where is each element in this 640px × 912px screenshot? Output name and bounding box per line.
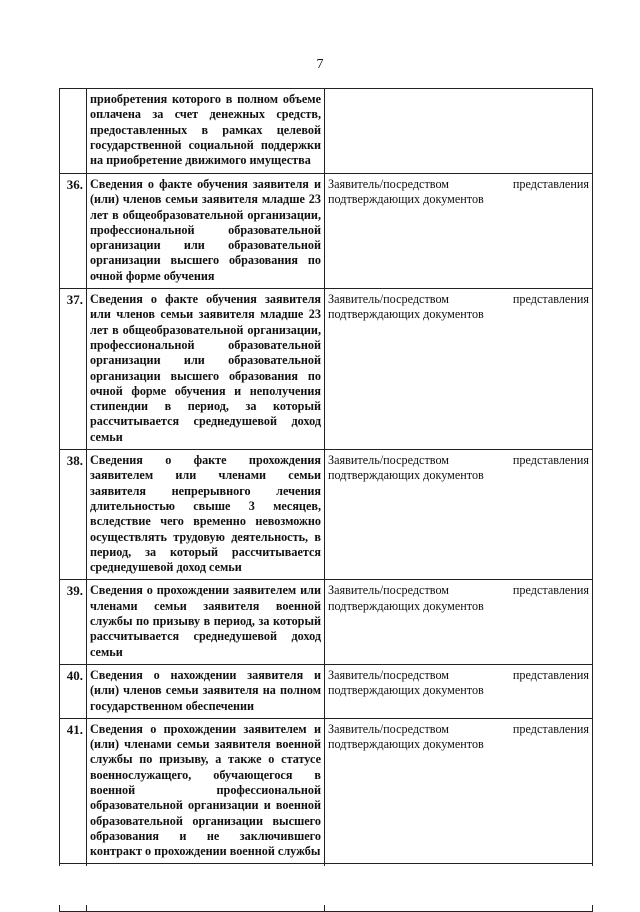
table-row xyxy=(60,289,593,450)
row-source-text: Заявитель/посредством представления подтверждающих документов xyxy=(328,453,589,483)
row-source xyxy=(325,174,593,289)
page-number: 7 xyxy=(316,57,324,72)
row-description: Сведения о нахождении заявителя и (или) членов семьи заявителя на полном государственном обеспечении xyxy=(87,664,325,718)
row-description: Сведения о прохождении заявителем и (или) членами семьи заявителя военной службы по призыву, а также о статусе военнослужащего, обучающегося в военной профессиональной образовательной организации и военной образовательной организации высшего образования и не заключившего контракт о прохождении военной службы xyxy=(87,718,325,864)
row-source-text: Заявитель/посредством представления подтверждающих документов xyxy=(328,667,589,698)
table-row xyxy=(60,450,593,580)
row-source xyxy=(325,289,593,450)
row-description: Сведения о факте обучения заявителя или членов семьи заявителя младше 23 лет в общеобразовательной организации, профессиональной образовательной организации или образовательной организации высшего образования по очной форме обучения и неполучения стипендии в период, за который рассчитывается среднедушевой доход семьи xyxy=(87,289,325,450)
row-source-text: Заявитель/посредством представления подтверждающих документов xyxy=(328,292,589,322)
table-row xyxy=(60,664,593,718)
row-description: приобретения которого в полном объеме оплачена за счет денежных средств, предоставленных в рамках целевой государственной социальной поддержки на приобретение движимого имущества xyxy=(87,89,325,174)
row-source xyxy=(325,580,593,664)
row-number: 40. xyxy=(60,664,87,718)
row-number: 41. xyxy=(60,718,87,864)
row-source-text: Заявитель/посредством представления подтверждающих документов xyxy=(328,721,589,752)
documents-table xyxy=(59,88,593,912)
table-row xyxy=(60,174,593,289)
row-number: 39. xyxy=(60,580,87,664)
row-source xyxy=(325,664,593,718)
row-source-text: Заявитель/посредством представления подтверждающих документов xyxy=(328,583,589,613)
page-bottom-margin xyxy=(0,866,640,905)
row-source xyxy=(325,718,593,864)
row-source xyxy=(325,89,593,174)
row-number: 38. xyxy=(60,450,87,580)
row-source xyxy=(325,450,593,580)
row-number: 36. xyxy=(60,174,87,289)
table-row xyxy=(60,580,593,664)
row-source-text: Заявитель/посредством представления подтверждающих документов xyxy=(328,177,589,207)
row-description: Сведения о прохождении заявителем или членами семьи заявителя военной службы по призыву в период, за который рассчитывается среднедушевой доход семьи xyxy=(87,580,325,664)
row-description: Сведения о факте обучения заявителя и (или) членов семьи заявителя младше 23 лет в общеобразовательной организации, профессиональной образовательной организации или образовательной организации высшего образования по очной форме обучения xyxy=(87,174,325,289)
row-description: Сведения о факте прохождения заявителем или членами семьи заявителя непрерывного лечения длительностью свыше 3 месяцев, вследствие чего временно невозможно осуществлять трудовую деятельность, в период, за который рассчитывается среднедушевой доход семьи xyxy=(87,450,325,580)
row-number: 37. xyxy=(60,289,87,450)
row-number xyxy=(60,89,87,174)
table-row xyxy=(60,89,593,174)
table-row xyxy=(60,718,593,864)
